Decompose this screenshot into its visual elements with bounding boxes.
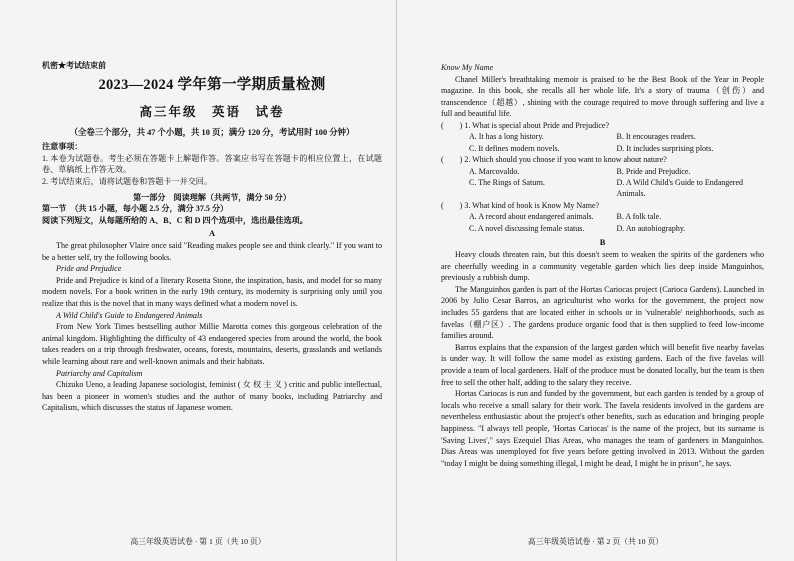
question-stem: ( ) 3. What kind of book is Know My Name?	[441, 200, 600, 210]
notes-title: 注意事项：	[42, 142, 83, 151]
answer-option: D. It includes surprising plots.	[616, 143, 714, 153]
page-two	[397, 0, 794, 561]
note-item: 1. 本卷为试题卷。考生必须在答题卡上解题作答。答案应书写在答题卡的相应位置上，在试题卷、草稿纸上作答无效。	[42, 153, 382, 175]
answer-option: D. An autobiography.	[616, 223, 686, 233]
question-list	[441, 120, 764, 234]
passage-letter-a: A	[208, 228, 216, 238]
option-row	[441, 166, 764, 177]
passage-paragraph: From New York Times bestselling author Millie Marotta comes this gorgeous celebration of the animal kingdom. Highlighting the difficulty of 43 endangered species from around the world, the book takes readers on a trip through freshwater, oceans, forests, mountains, deserts, grasslands and wetlands while learning about rare and well-known animals and their habitats.	[42, 322, 382, 366]
answer-option: A. A record about endangered animals.	[469, 212, 594, 222]
section-title: 第一节 （共 15 小题，每小题 2.5 分，满分 37.5 分）	[42, 204, 229, 214]
answer-option: B. Pride and Prejudice.	[616, 166, 691, 176]
passage-b-body	[441, 249, 764, 469]
answer-option: A. It has a long history.	[469, 132, 544, 142]
passage-paragraph: The great philosopher Vlaire once said "Reading makes people see and think clearly." If you want to be a better self, try the following books.	[42, 240, 382, 262]
option-row	[441, 177, 764, 200]
part-title: 第一部分 阅读理解（共两节，满分 50 分）	[133, 192, 291, 202]
page-footer: 高三年级英语试卷 · 第 2 页（共 10 页）	[527, 537, 664, 546]
page-footer: 高三年级英语试卷 · 第 1 页（共 10 页）	[130, 537, 266, 546]
exam-subtitle: 高三年级 英语 试卷	[139, 105, 285, 119]
book-heading: Pride and Prejudice	[56, 264, 122, 274]
book-heading: Patriarchy and Capitalism	[56, 368, 143, 378]
option-row	[441, 143, 764, 154]
answer-option: B. A folk tale.	[616, 212, 662, 222]
book-paragraph: Chanel Miller's breathtaking memoir is praised to be the Best Book of the Year in People magazine. In this book, she recalls all her whole life. It's a story of trauma（创伤）and transcendence（超越）, shining with the courage required to move through suffering and live a full and beautiful life.	[441, 74, 764, 119]
answer-option: C. It defines modern novels.	[469, 143, 560, 153]
exam-info: （全卷三个部分，共 47 个小题，共 10 页；满分 120 分，考试用时 100 分钟）	[69, 128, 355, 137]
section-instruction: 阅读下列短文，从每题所给的 A、B、C 和 D 四个选项中，选出最佳选项。	[42, 216, 308, 226]
passage-paragraph: Chizuko Ueno, a leading Japanese sociologist, feminist ( 女 权 主 义 ) critic and public intellectual, has been a pioneer in women's studies and the author of many books, including Patriarchy and Capitalism, which discusses the status of Japanese women.	[42, 380, 382, 413]
passage-letter-b: B	[599, 238, 606, 248]
passage-paragraph: The Manguinhos garden is part of the Hortas Cariocas project (Carioca Gardens). Launched in 2006 by Julio Cesar Barros, an agriculturist who works for the government, the project now includes 55 gardens that are located either in schools or in 'vulnerable' neighborhoods, such as favelas（棚户区）. The gardens produce organic food that is then supplied to feed low-income families around.	[441, 284, 764, 341]
question-stem: ( ) 2. Which should you choose if you want to know about nature?	[441, 155, 667, 165]
answer-option: A. Marcovaldo.	[469, 166, 520, 176]
passage-a-body	[42, 240, 382, 414]
note-item: 2. 考试结束后，请将试题卷和答题卡一并交回。	[42, 176, 212, 186]
option-row	[441, 131, 764, 142]
passage-paragraph: Barros explains that the expansion of the largest garden which will benefit five nearby favelas is under way. It will follow the same model as existing gardens. Each of the five favelas will provide a team of local gardeners. Half of the produce must be donated locally, but the team is then free to sell the other half, adding to the salary they receive.	[441, 342, 764, 387]
passage-paragraph: Hortas Cariocas is run and funded by the government, but each garden is tended by a group of locals who receive a small salary for their work. The favela residents involved in the gardens are nevertheless enthusiastic about the project's other benefits, such as education and bringing people happiness. "I always tell people, 'Hortas Cariocas' is the name of the project, but its surname is 'Saving Lives'," says Ezequiel Dias Areas, who manages the team of gardeners in Manguinhos. Dias Areas was unemployed for five years before getting involved in 2013. Without the garden "today I might be doing something illegal, I might be dead, I might be in prison", he says.	[441, 389, 764, 468]
book-heading: A Wild Child's Guide to Endangered Animals	[56, 310, 203, 320]
option-row	[441, 211, 764, 222]
exam-title: 2023—2024 学年第一学期质量检测	[98, 77, 326, 93]
passage-paragraph: Heavy clouds threaten rain, but this doesn't seem to weaken the spirits of the gardeners who are cheerfully weeding in a community vegetable garden which lies deep inside Manguinhos, previously a rubbish dump.	[441, 250, 764, 283]
book-heading: Know My Name	[441, 63, 494, 72]
passage-paragraph: Pride and Prejudice is kind of a literary Rosetta Stone, the inspiration, basis, and model for so many modern novels. For a book written in the early 19th century, its modernity is surprising only until you realize that this is the novel that in many ways defined what a modern novel is.	[42, 275, 382, 308]
answer-option: D. A Wild Child's Guide to Endangered Animals.	[616, 178, 744, 199]
question-stem: ( ) 1. What is special about Pride and Prejudice?	[441, 120, 610, 130]
answer-option: C. The Rings of Saturn.	[469, 178, 545, 187]
option-row	[441, 223, 764, 234]
answer-option: C. A novel discussing female status.	[469, 223, 585, 233]
answer-option: B. It encourages readers.	[616, 132, 696, 142]
secret-mark: 机密★考试结束前	[42, 61, 106, 70]
